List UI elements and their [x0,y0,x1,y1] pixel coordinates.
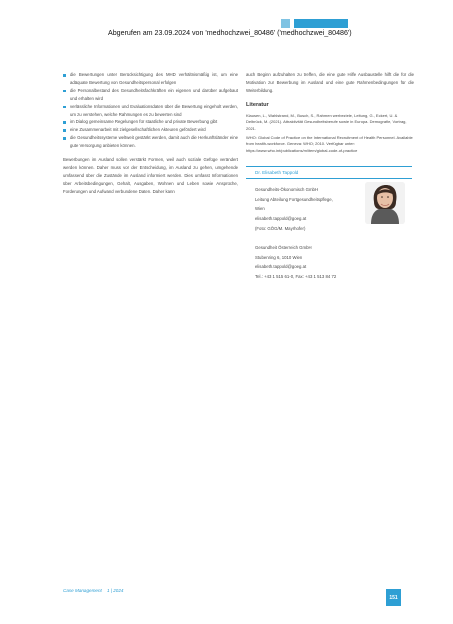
author-photo-credit: (Foto: GÖG/M. Mayrhofer) [255,225,306,231]
body-paragraph-continued: auch Beginn aufzuhalten zu treffen, die eine gute Hilfe Ausbaustelle hilft die für die Motivation zur Bewerbung im Ausland und eine gute Rahmenbedingungen für die Weiterbildung. [246,72,414,93]
bullet-item: die Personalbestand des Gesundheitsfachkräften ein eigenen und darüber aufgebaut und erhalten wird [63,87,238,103]
journal-issue: 1 | 2024 [106,588,124,593]
reference-list [246,113,414,154]
page-number: 151 [386,589,401,606]
download-stamp: Abgerufen am 23.09.2024 von 'medhochzwei_80486' ('medhochzwei_80486') [108,29,352,37]
bullet-item: die Gesundheitssysteme weltweit gestärkt werden, damit auch die Herkunftsländer eine gute Versorgung anbieten können. [63,134,238,150]
bullet-list [63,71,238,150]
contact-address: Stubenring 6, 1010 Wien [255,254,303,260]
contact-block [255,243,414,281]
bullet-item: eine Zusammenarbeit mit zielgesellschaftlichen Akteuren gefördert wird [63,126,238,134]
header-decoration-bar [294,19,348,28]
author-top-rule [246,166,412,167]
bullet-item: im Dialog gemeinsame Regelungen für staatliche und private Bewerbung gibt [63,118,238,126]
footer-journal [63,588,123,593]
author-portrait-image [365,182,405,224]
reference-item: WHO: Global Code of Practice on the International Recruitment of Health Personnel. Available from health-workforce. Geneva: WHO; 2010. Verfügbar unter: https://www.who.int/publications/m/item/global-code-of-practice [246,134,413,153]
body-paragraph: Bewerbungen im Ausland sollen verstärkt Formen, weil auch soziale Gefüge verändert werden können. Daher muss vor der Entscheidung, im Ausland zu gehen, umgehende umfassend über die Zustände im Ausland informiert werden. Dies umfasst Informationen über Arbeitsbedingungen, Gehalt, Ausgaben, Wohnen und Leben sowie Ansprüche, Forderungen und Aufwand verbundene Daten. Daher kann [63,157,238,194]
author-name: Dr. Elisabeth Tappold [255,170,299,176]
author-role: Leitung Abteilung Fortgesundheitspflege, [255,196,333,202]
bullet-item: die Bewertungen unter Berücksichtigung des MHD verhältnismäßig ist, um eine adäquate Bewertung von Gesundheitspersonal erfolgen [63,71,238,87]
contact-organization: Gesundheit Österreich GmbH [255,245,312,251]
author-bottom-rule [246,178,412,179]
contact-phone: Tel.: +43 1 515 61-0, Fax: +43 1 513 84 72 [255,273,337,279]
literature-heading: Literatur [246,101,269,108]
contact-email: elisabeth.tappold@goeg.at [255,264,307,270]
author-box [246,166,414,233]
author-photo [365,182,405,224]
footer-separator [103,588,106,593]
right-column [246,71,414,282]
journal-name: Case Management [63,588,102,593]
author-city: Wien [255,206,265,212]
author-email: elisabeth.tappold@goeg.at [255,215,307,221]
left-column [63,71,238,196]
bullet-item: verlässliche Informationen und Evaluationsdaten über die Bewertung eingeholt werden, um zu verstehen, welche Rahmungen es zu bewerten sind [63,103,238,119]
author-affiliation: Gesundheits-Ökonomisch GmbH [255,187,319,193]
reference-item: Klausen, L., Wahlstrand, M., Busch, S., Rahmen werbeziele, Leitung, G., Eckert, U. & Delbrück, M. (2021). Attraktivität Gesundheitsberufe sowie in Europa. Demografie, Vortrag, 2021. [246,112,407,131]
author-details [255,185,355,233]
header-decoration-small-square [281,19,290,28]
